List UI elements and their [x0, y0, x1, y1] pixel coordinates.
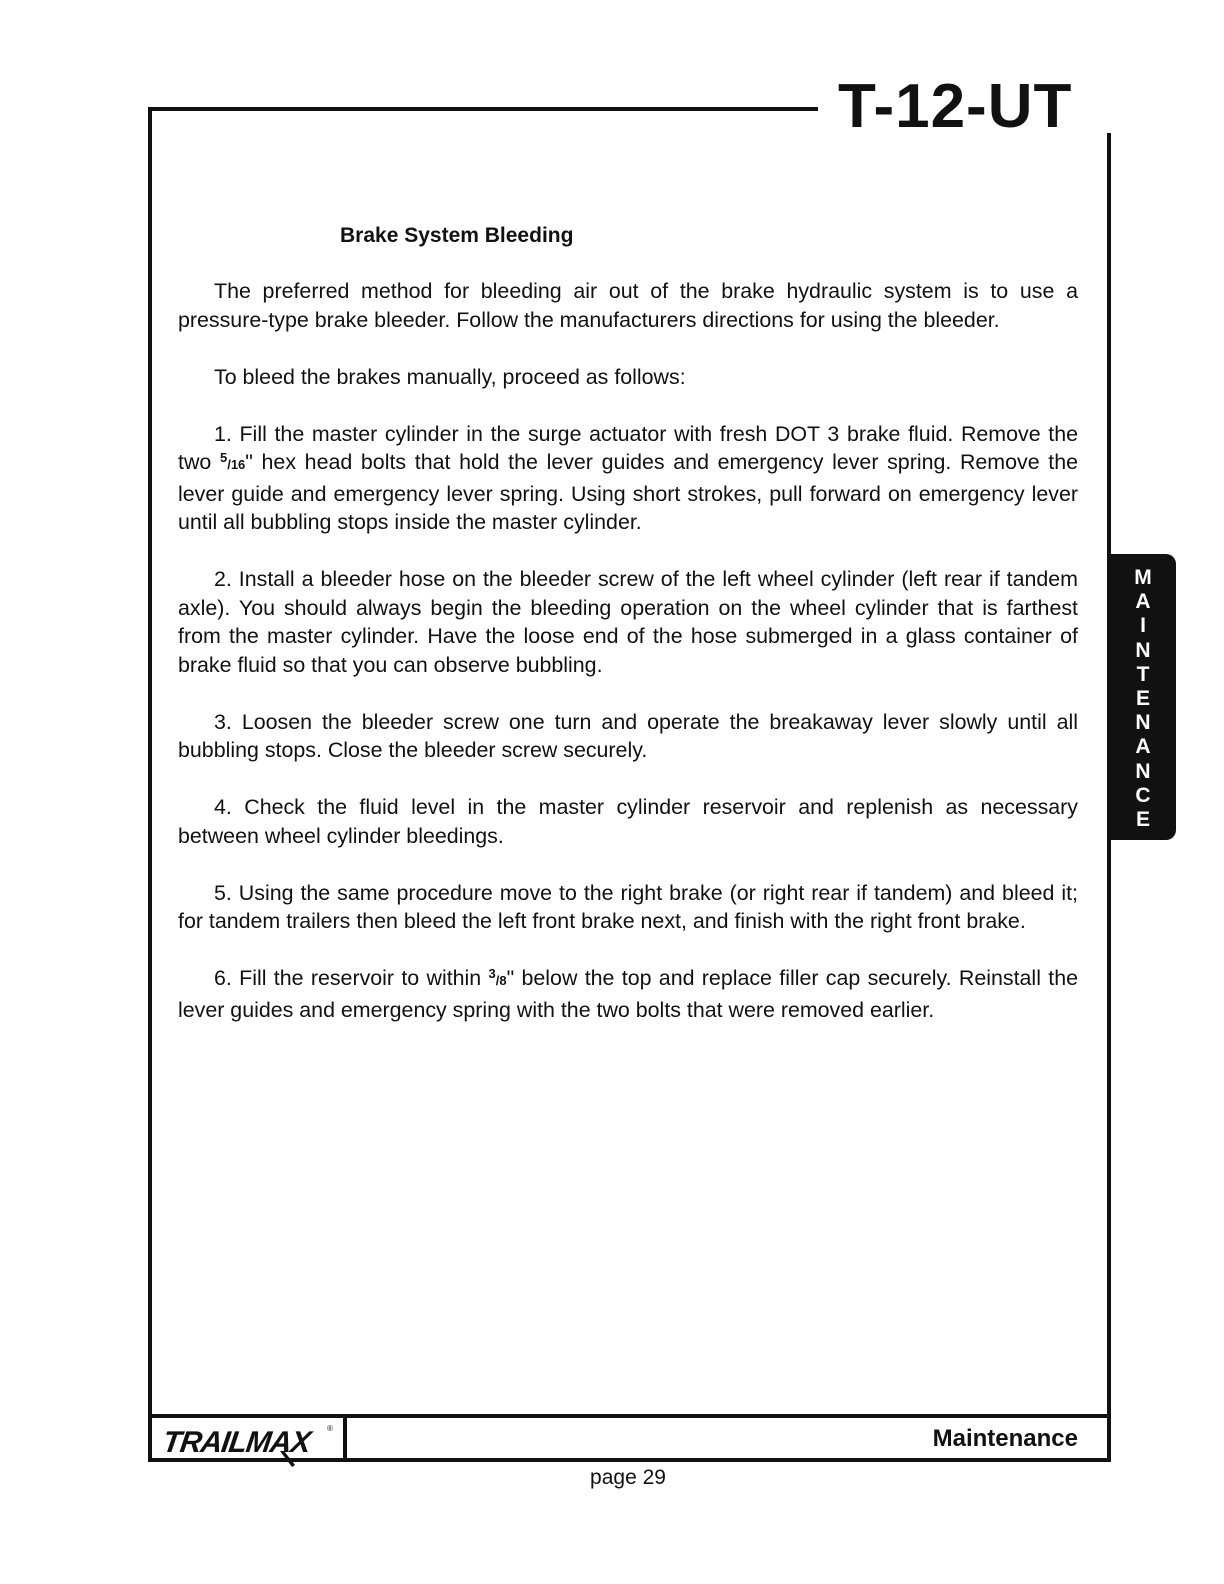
fraction-denominator: 8 — [499, 973, 507, 988]
fraction-five-sixteenths: $^5$/16 — [219, 450, 246, 472]
registered-mark: ® — [327, 1424, 333, 1433]
side-tab-letter: N — [1135, 638, 1151, 662]
footer-section-label: Maintenance — [932, 1425, 1078, 1452]
side-tab-letter: I — [1140, 614, 1146, 638]
side-tab-letter: T — [1136, 662, 1150, 686]
side-tab-letter: C — [1135, 783, 1151, 807]
step-6-text-before: 6. Fill the reservoir to within — [214, 966, 489, 990]
logo-wordmark: TRAILMAX — [160, 1426, 313, 1459]
trailmax-logo — [160, 1421, 340, 1467]
step-1-text-before: 1. Fill the master cylinder in the surge actuator with fresh DOT 3 brake fluid. Remove the two — [178, 421, 1078, 474]
section-heading: Brake System Bleeding — [340, 224, 574, 247]
side-tab-label — [1112, 566, 1174, 832]
step-6-text-after: " below the top and replace filler cap securely. Reinstall the lever guides and emergency spring with the two bolts that were removed earlier. — [178, 966, 1078, 1022]
fraction-numerator: 5 — [219, 450, 228, 465]
side-tab-letter: A — [1135, 735, 1151, 759]
side-tab-letter: N — [1135, 759, 1151, 783]
step-4-paragraph: 4. Check the fluid level in the master cylinder reservoir and replenish as necessary between wheel cylinder bleedings. — [178, 795, 1078, 848]
fraction-three-eighths: $^3$/8 — [488, 966, 507, 988]
step-6-paragraph — [178, 964, 1078, 1024]
model-title: T-12-UT — [838, 72, 1073, 141]
step-3-paragraph: 3. Loosen the bleeder screw one turn and operate the breakaway lever slowly until all bubbling stops. Close the bleeder screw securely. — [178, 709, 1078, 762]
step-1-text-after: " hex head bolts that hold the lever guides and emergency lever spring. Remove the lever guide and emergency lever spring. Using short strokes, pull forward on emergency lever until all bubbling stops inside the master cylinder. — [178, 450, 1079, 534]
side-tab-letter: A — [1135, 590, 1151, 614]
step-5-paragraph: 5. Using the same procedure move to the right brake (or right rear if tandem) and bleed it; for tandem trailers then bleed the left front brake next, and finish with the right front brake. — [178, 880, 1078, 933]
intro-paragraph: The preferred method for bleeding air out of the brake hydraulic system is to use a pressure-type brake bleeder. Follow the manufacturers directions for using the bleeder. — [178, 279, 1078, 332]
side-tab-letter: N — [1135, 711, 1151, 735]
footer-divider — [343, 1414, 347, 1462]
page-number: page 29 — [590, 1466, 666, 1489]
fraction-numerator: 3 — [488, 966, 496, 981]
step-2-paragraph: 2. Install a bleeder hose on the bleeder screw of the left wheel cylinder (left rear if tandem axle). You should always begin the bleeding operation on the wheel cylinder that is farthest from the master cylinder. Have the loose end of the hose submerged in a glass container of brake fluid so that you can observe bubbling. — [178, 567, 1078, 677]
step-1-paragraph — [178, 420, 1078, 537]
side-tab-letter: E — [1135, 687, 1150, 711]
side-tab-letter: E — [1135, 808, 1150, 832]
frame-top-line — [148, 107, 818, 111]
side-tab-letter: M — [1134, 566, 1152, 589]
page-content — [178, 220, 1078, 1053]
fraction-denominator: 16 — [230, 457, 246, 472]
frame-left-line — [148, 107, 152, 1462]
manual-intro-paragraph: To bleed the brakes manually, proceed as follows: — [214, 364, 686, 389]
